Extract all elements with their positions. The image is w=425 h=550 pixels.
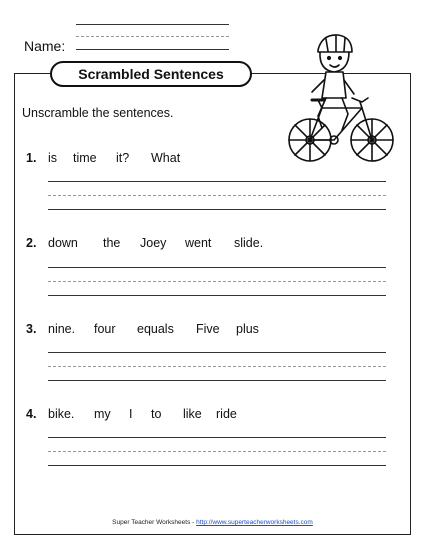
question-3-word: nine. (48, 322, 76, 336)
question-1-word: time (73, 151, 97, 165)
question-2-word: down (48, 236, 78, 250)
answer-2-top-line[interactable] (48, 267, 386, 268)
question-4-word: to (151, 407, 162, 421)
child-on-bicycle-icon (288, 28, 398, 178)
question-4-word: my (94, 407, 111, 421)
question-2-word: went (185, 236, 212, 250)
question-2-number: 2. (26, 236, 37, 250)
answer-3-mid-line (48, 366, 386, 367)
question-3-word: four (94, 322, 116, 336)
instructions: Unscramble the sentences. (22, 106, 174, 120)
answer-3-base-line[interactable] (48, 380, 386, 381)
name-label: Name: (24, 38, 66, 54)
question-1-word: is (48, 151, 58, 165)
answer-4-top-line[interactable] (48, 437, 386, 438)
worksheet-title: Scrambled Sentences (50, 61, 252, 87)
answer-1-top-line[interactable] (48, 181, 386, 182)
question-3-word: Five (196, 322, 220, 336)
footer-text: Super Teacher Worksheets - (112, 519, 197, 526)
question-4-word: bike. (48, 407, 75, 421)
name-mid-line (76, 36, 229, 37)
question-4-word: I (129, 407, 133, 421)
answer-2-base-line[interactable] (48, 295, 386, 296)
question-4-number: 4. (26, 407, 37, 421)
question-1-word: What (151, 151, 181, 165)
question-2-word: the (103, 236, 121, 250)
footer (0, 519, 425, 526)
question-3-word: equals (137, 322, 174, 336)
answer-3-top-line[interactable] (48, 352, 386, 353)
name-top-line (76, 24, 229, 25)
answer-1-mid-line (48, 195, 386, 196)
question-4-word: ride (216, 407, 237, 421)
question-3-number: 3. (26, 322, 37, 336)
question-1-number: 1. (26, 151, 37, 165)
footer-link[interactable]: http://www.superteacherworksheets.com (196, 519, 313, 526)
question-2-word: Joey (140, 236, 167, 250)
name-field[interactable] (76, 49, 229, 50)
answer-2-mid-line (48, 281, 386, 282)
answer-4-mid-line (48, 451, 386, 452)
answer-4-base-line[interactable] (48, 465, 386, 466)
question-1-word: it? (116, 151, 130, 165)
question-3-word: plus (236, 322, 259, 336)
question-2-word: slide. (234, 236, 264, 250)
question-4-word: like (183, 407, 202, 421)
answer-1-base-line[interactable] (48, 209, 386, 210)
